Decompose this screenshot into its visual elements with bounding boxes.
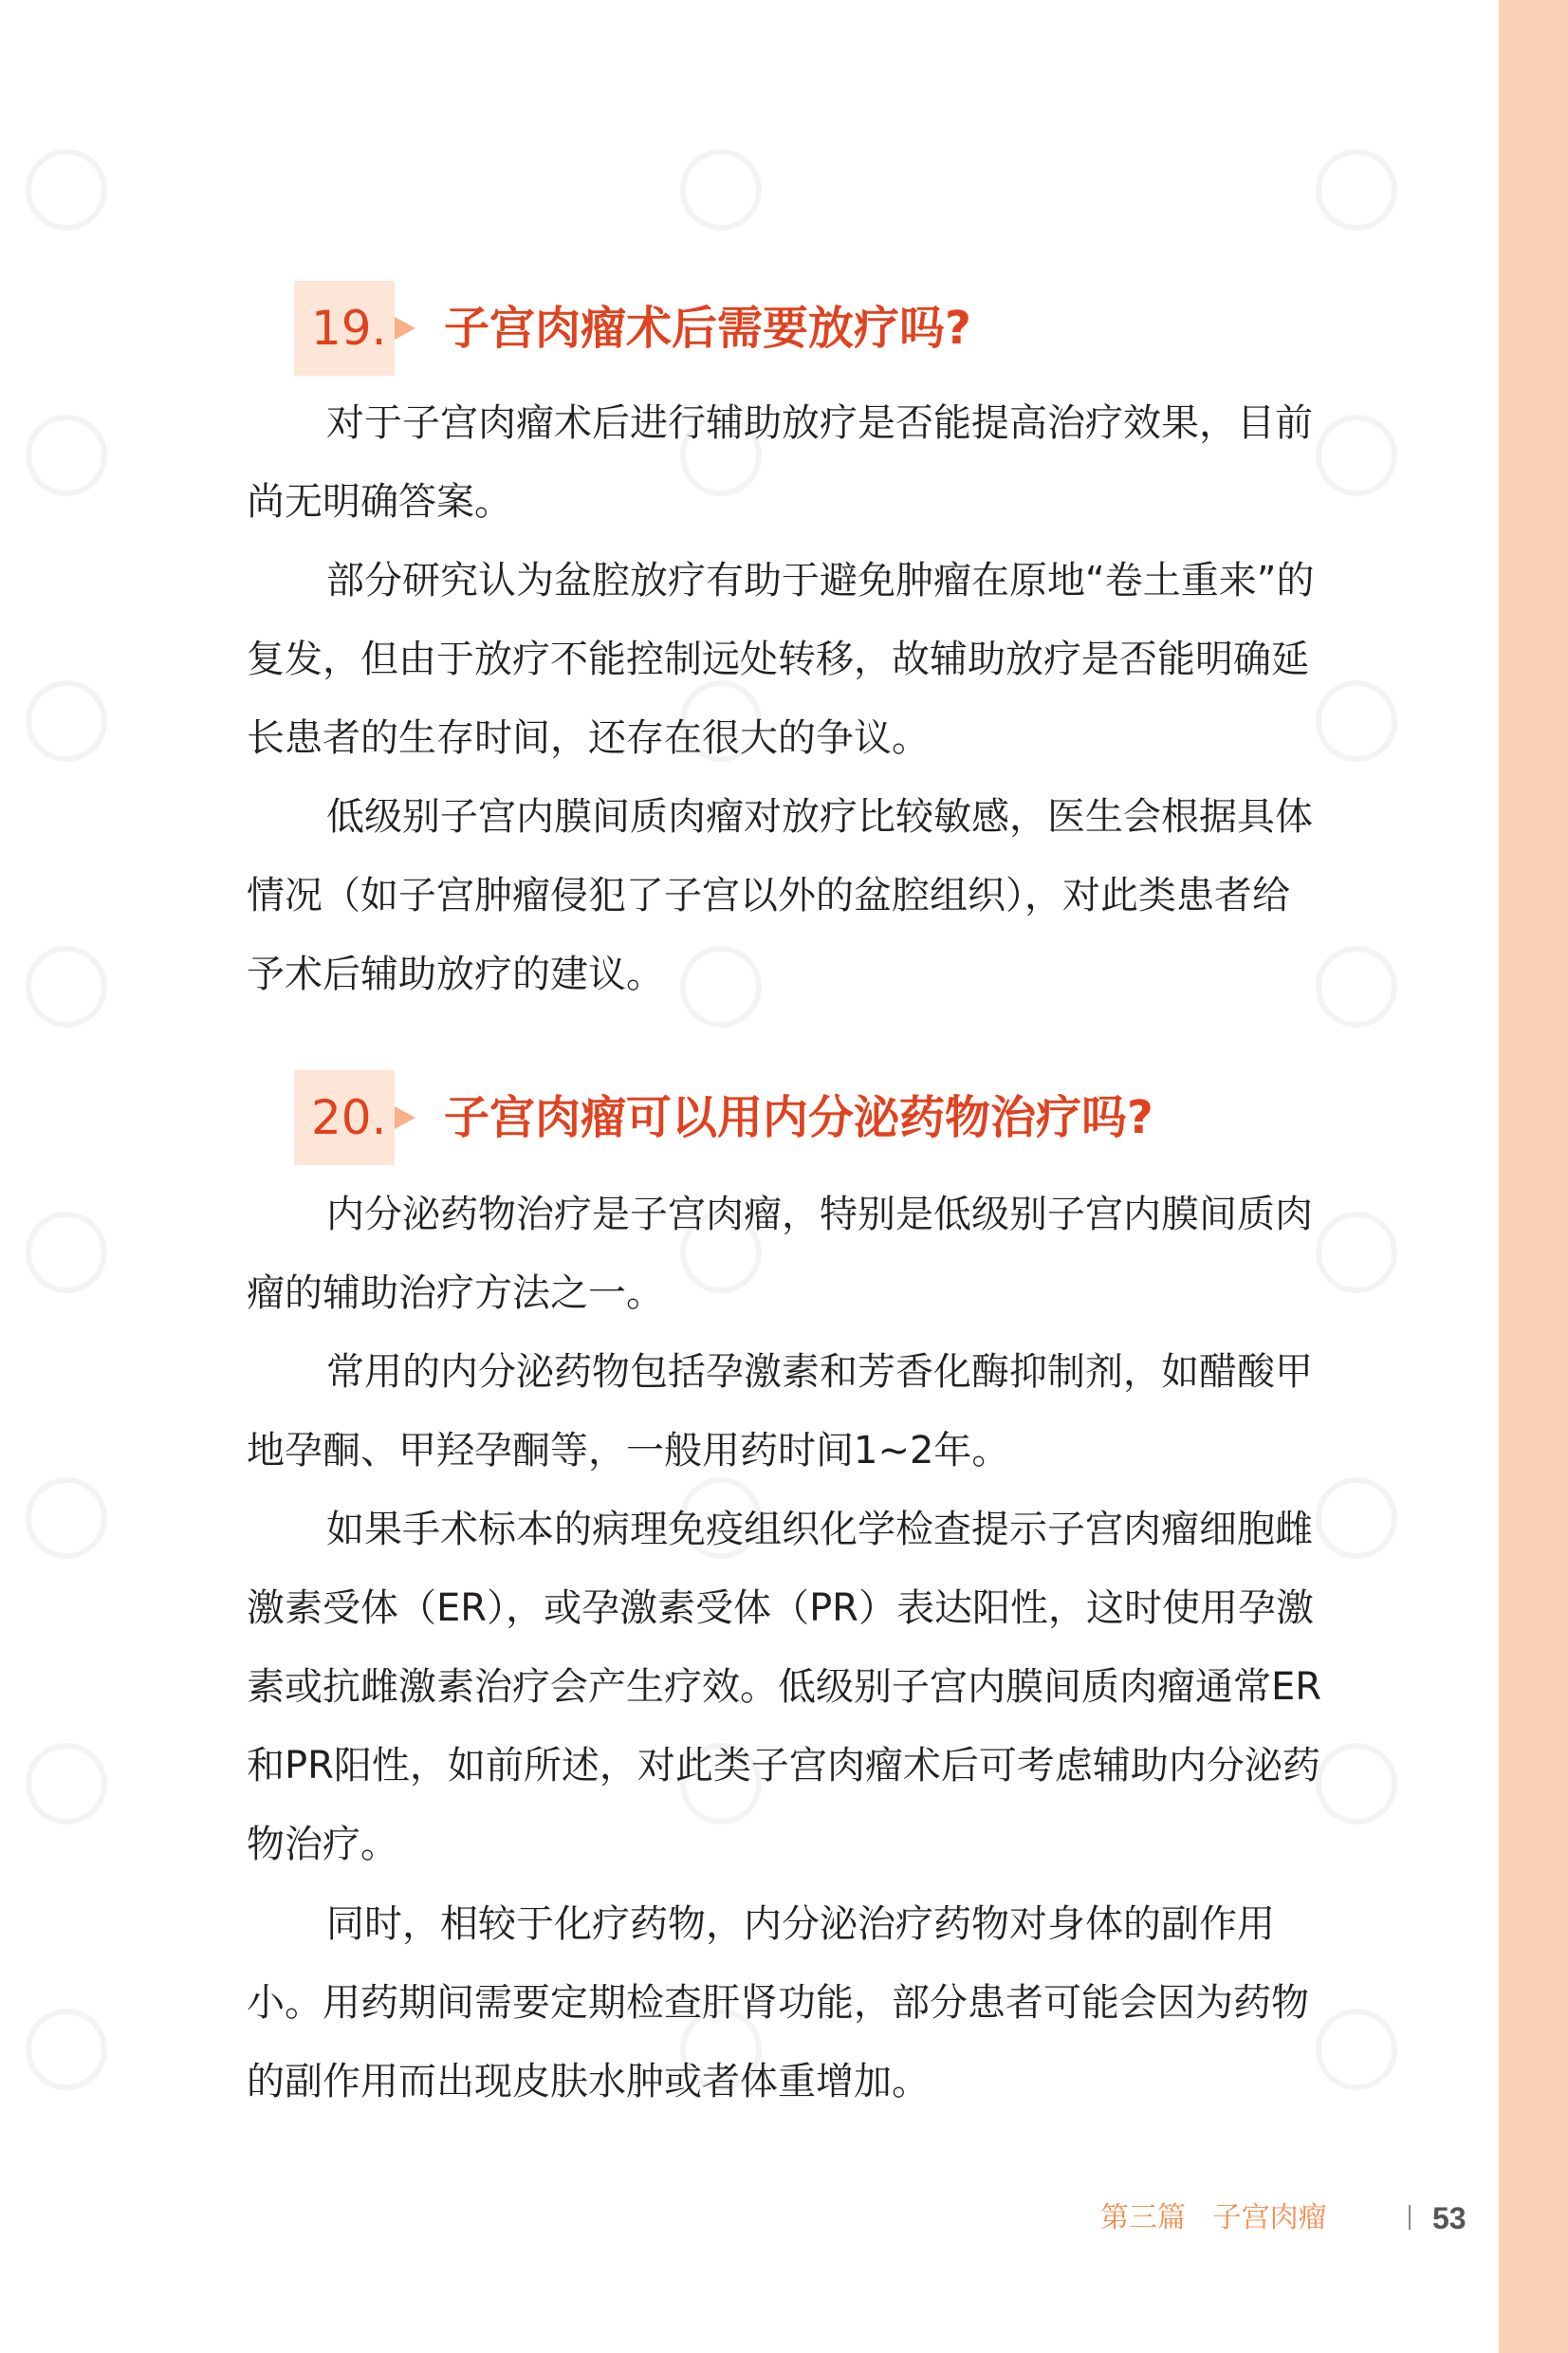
paragraph: 常用的内分泌药物包括孕激素和芳香化酶抑制剂，如醋酸甲地孕酮、甲羟孕酮等，一般用药时间1~2年。: [247, 1350, 1313, 1473]
footer-part: 第三篇: [1100, 2201, 1186, 2234]
arrow-icon: [395, 317, 415, 340]
footer-chapter: [1100, 2199, 1327, 2237]
section-number-box: [294, 1070, 395, 1165]
side-color-strip: [1499, 0, 1568, 2353]
page-number: 53: [1432, 2201, 1467, 2235]
paragraph: 部分研究认为盆腔放疗有助于避免肿瘤在原地“卷土重来”的复发，但由于放疗不能控制远处转移，故辅助放疗是否能明确延长患者的生存时间，还存在很大的争议。: [247, 559, 1315, 760]
footer-divider: [1409, 2205, 1411, 2230]
page-footer: [1100, 2199, 1480, 2237]
arrow-icon: [395, 1106, 415, 1129]
section-heading-20: [294, 1070, 1300, 1165]
paragraph: 对于子宫肉瘤术后进行辅助放疗是否能提高治疗效果，目前尚无明确答案。: [247, 401, 1313, 524]
section-number: 20.: [311, 1090, 387, 1145]
paragraph: 同时，相较于化疗药物，内分泌治疗药物对身体的副作用小。用药期间需要定期检查肝肾功能，部分患者可能会因为药物的副作用而出现皮肤水肿或者体重增加。: [247, 1902, 1309, 2103]
footer-chapter-title: 子宫肉瘤: [1212, 2201, 1327, 2234]
section-heading-19: [294, 281, 1300, 376]
paragraph: 如果手术标本的病理免疫组织化学检查提示子宫肉瘤细胞雌激素受体（ER），或孕激素受体（PR）表达阳性，这时使用孕激素或抗雌激素治疗会产生疗效。低级别子宫内膜间质肉瘤通常ER和PR阳性，如前所述，对此类子宫肉瘤术后可考虑辅助内分泌药物治疗。: [247, 1508, 1322, 1866]
section-number-box: [294, 281, 395, 376]
section-number: 19.: [311, 301, 387, 356]
paragraph: 内分泌药物治疗是子宫肉瘤，特别是低级别子宫内膜间质肉瘤的辅助治疗方法之一。: [247, 1193, 1313, 1315]
section-title: 子宫肉瘤可以用内分泌药物治疗吗?: [444, 1091, 1153, 1144]
paragraph: 低级别子宫内膜间质肉瘤对放疗比较敏感，医生会根据具体情况（如子宫肿瘤侵犯了子宫以外的盆腔组织），对此类患者给予术后辅助放疗的建议。: [247, 795, 1313, 996]
section-title: 子宫肉瘤术后需要放疗吗?: [444, 302, 971, 355]
